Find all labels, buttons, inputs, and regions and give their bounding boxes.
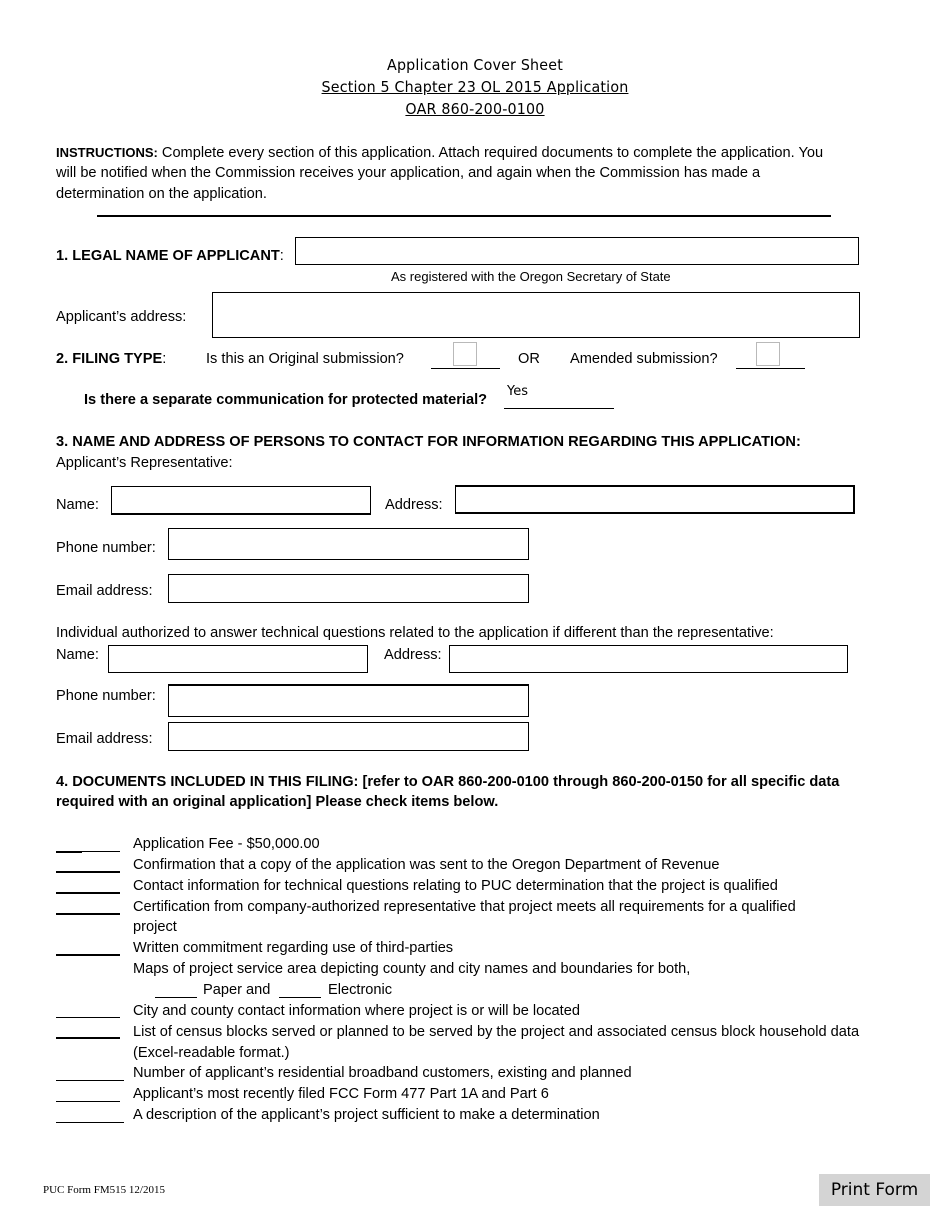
check-line-third-parties[interactable] [56,954,120,956]
tech-name-label: Name: [56,647,99,663]
document-item: List of census blocks served or planned to be served by the project and associated census block household data [133,1024,860,1040]
document-item: Confirmation that a copy of the application was sent to the Oregon Department of Revenue [133,857,720,873]
legal-name-label [56,246,284,267]
protected-material-line [504,408,614,409]
rep-name-label: Name: [56,497,99,513]
form-rule-reference: OAR 860-200-0100 [405,100,545,118]
representative-label: Applicant’s Representative: [56,455,233,471]
check-line-electronic[interactable] [279,997,321,998]
filing-type-colon: : [162,351,167,367]
document-item: project [133,919,177,935]
check-line-customers[interactable] [56,1080,124,1081]
documents-heading-line-1: 4. DOCUMENTS INCLUDED IN THIS FILING: [refer to OAR 860-200-0100 through 860-200-0150 for all specific data [56,774,840,790]
document-item: Number of applicant’s residential broadband customers, existing and planned [133,1065,632,1081]
or-label: OR [518,351,540,367]
tech-email-label: Email address: [56,731,153,747]
check-line-technical-contact[interactable] [56,892,120,894]
original-submission-checkbox[interactable] [453,342,477,366]
document-item: Certification from company-authorized representative that project meets all requirements for a qualified [133,899,796,915]
paper-label: Paper and [203,982,271,998]
rep-address-input[interactable] [455,485,855,514]
check-line-fee-b[interactable] [82,851,120,852]
check-line-revenue[interactable] [56,871,120,873]
rep-email-input[interactable] [168,574,529,603]
technical-contact-label: Individual authorized to answer technical questions related to the application if different than the representative: [56,625,774,641]
tech-phone-label: Phone number: [56,688,156,704]
legal-name-label-text: 1. LEGAL NAME OF APPLICANT [56,248,280,264]
check-line-city-county[interactable] [56,1017,120,1018]
document-item: A description of the applicant’s project sufficient to make a determination [133,1107,600,1123]
contacts-heading: 3. NAME AND ADDRESS OF PERSONS TO CONTACT FOR INFORMATION REGARDING THIS APPLICATION: [56,434,801,450]
legal-name-input[interactable] [295,237,859,265]
rep-address-label: Address: [385,497,443,513]
document-item: City and county contact information where project is or will be located [133,1003,580,1019]
check-line-fcc-form[interactable] [56,1101,120,1102]
rep-name-input[interactable] [111,486,371,515]
rep-phone-input[interactable] [168,528,529,560]
tech-address-input[interactable] [449,645,848,673]
check-line-fee-a[interactable] [56,851,82,853]
protected-material-question: Is there a separate communication for protected material? [84,392,488,408]
rep-email-label: Email address: [56,583,153,599]
filing-type-label [56,349,166,370]
document-item: Written commitment regarding use of third-parties [133,940,454,956]
protected-material-answer[interactable]: Yes [507,384,528,399]
form-title: Application Cover Sheet [387,56,563,74]
applicant-address-input[interactable] [212,292,860,338]
print-form-button[interactable]: Print Form [819,1174,930,1206]
document-item: Application Fee - $50,000.00 [133,836,320,852]
instructions-label: INSTRUCTIONS: [56,145,158,160]
form-subtitle: Section 5 Chapter 23 OL 2015 Application [321,78,629,96]
tech-address-label: Address: [384,647,442,663]
document-item: Applicant’s most recently filed FCC Form 477 Part 1A and Part 6 [133,1086,549,1102]
check-line-paper[interactable] [155,997,197,998]
instructions-line-3: determination on the application. [56,186,267,202]
check-line-certification[interactable] [56,913,120,915]
document-item: (Excel-readable format.) [133,1045,290,1061]
tech-email-input[interactable] [168,722,529,751]
document-item: Contact information for technical questions relating to PUC determination that the project is qualified [133,878,778,894]
form-id: PUC Form FM515 12/2015 [43,1184,165,1196]
original-submission-question: Is this an Original submission? [206,351,404,367]
tech-name-input[interactable] [108,645,368,673]
original-submission-line [431,368,500,369]
document-item: Maps of project service area depicting county and city names and boundaries for both, [133,961,691,977]
tech-phone-input[interactable] [168,684,529,717]
check-line-census-blocks[interactable] [56,1037,120,1039]
amended-submission-line [736,368,805,369]
instructions-line-1 [56,142,823,164]
legal-name-colon: : [279,248,284,264]
electronic-label: Electronic [328,982,393,998]
check-line-description[interactable] [56,1122,124,1123]
amended-submission-checkbox[interactable] [756,342,780,366]
section-divider [97,215,831,217]
amended-submission-question: Amended submission? [570,351,718,367]
documents-heading-line-2: required with an original application] Please check items below. [56,794,499,810]
filing-type-label-text: 2. FILING TYPE [56,351,163,367]
instructions-text-1: Complete every section of this application. Attach required documents to complete the application. You [157,145,824,161]
instructions-line-2: will be notified when the Commission receives your application, and again when the Commission has made a [56,165,761,181]
legal-name-hint: As registered with the Oregon Secretary of State [391,269,671,284]
applicant-address-label: Applicant’s address: [56,309,187,325]
rep-phone-label: Phone number: [56,540,156,556]
